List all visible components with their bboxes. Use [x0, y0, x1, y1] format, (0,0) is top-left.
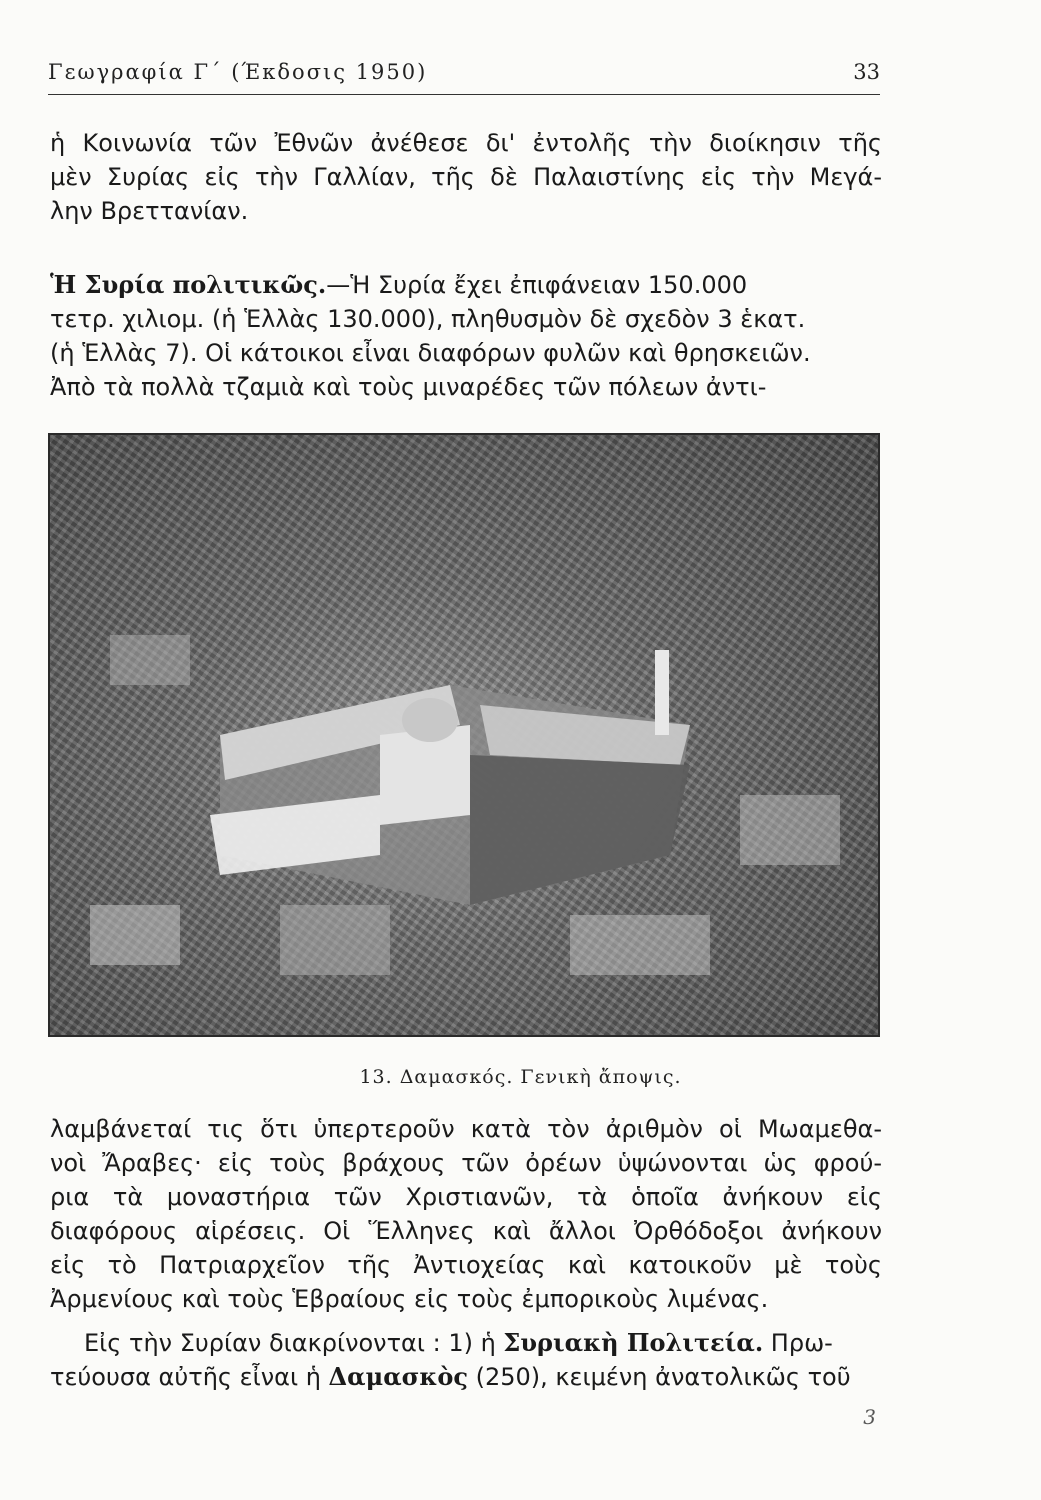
damascus-aerial-photo	[48, 433, 880, 1037]
rooftop	[280, 905, 390, 975]
text-line: ἡ Κοινωνία τῶν Ἐθνῶν ἀνέθεσε δι' ἐντολῆς τὴν διοίκησιν τῆς	[50, 129, 882, 157]
text-line: εἰς τὸ Πατριαρχεῖον τῆς Ἀντιοχείας καὶ κατοικοῦν μὲ τοὺς	[50, 1251, 882, 1279]
running-head: Γεωγραφία Γ΄ (Έκδοσις 1950)	[48, 60, 428, 84]
section-heading: Ἡ Συρία πολιτικῶς.	[50, 270, 327, 299]
text-line	[50, 1360, 882, 1394]
text-line: διαφόρους αἱρέσεις. Οἱ Ἕλληνες καὶ ἄλλοι Ὀρθόδοξοι ἀνήκουν	[50, 1217, 882, 1245]
rooftop	[90, 905, 180, 965]
text-run: Πρω-	[763, 1329, 833, 1357]
text-line: μὲν Συρίας εἰς τὴν Γαλλίαν, τῆς δὲ Παλαιστίνης εἰς τὴν Μεγά-	[50, 163, 882, 191]
header-rule	[48, 94, 880, 95]
bold-term: Συριακὴ Πολιτεία.	[503, 1328, 764, 1357]
rooftop	[110, 635, 190, 685]
text-line	[50, 1326, 882, 1360]
bold-term: Δαμασκὸς	[328, 1362, 468, 1391]
text-line: (ἡ Ἑλλὰς 7). Οἱ κάτοικοι εἶναι διαφόρων φυλῶν καὶ θρησκειῶν.	[50, 339, 811, 367]
text-line: νοὶ Ἄραβες· εἰς τοὺς βράχους τῶν ὀρέων ὑψώνονται ὡς φρού-	[50, 1149, 882, 1177]
text-line: τετρ. χιλιομ. (ἡ Ἑλλὰς 130.000), πληθυσμὸν δὲ σχεδὸν 3 ἑκατ.	[50, 305, 806, 333]
minaret	[655, 650, 669, 735]
rooftop	[570, 915, 710, 975]
paragraph-league-of-nations	[50, 126, 882, 228]
paragraph-syrian-state	[50, 1326, 882, 1394]
photo-illustration	[50, 435, 878, 1035]
dome	[402, 698, 458, 742]
text-line: λην Βρεττανίαν.	[50, 197, 249, 225]
page-header	[48, 60, 880, 96]
paragraph-religions	[50, 1112, 882, 1316]
text-line: λαμβάνεταί τις ὅτι ὑπερτεροῦν κατὰ τὸν ἀριθμὸν οἱ Μωαμεθα-	[50, 1115, 882, 1143]
signature-folio: 3	[863, 1405, 876, 1429]
text-line	[50, 268, 882, 302]
text-run: (250), κειμένη ἀνατολικῶς τοῦ	[467, 1363, 851, 1391]
page-number: 33	[853, 60, 880, 84]
text-run: τεύουσα αὐτῆς εἶναι ἡ	[50, 1363, 329, 1391]
prayer-hall-roof	[470, 755, 690, 905]
text-run: —Ἡ Συρία ἔχει ἐπιφάνειαν 150.000	[326, 271, 748, 299]
paragraph-syria-politically	[50, 268, 882, 404]
text-line: Ἀρμενίους καὶ τοὺς Ἑβραίους εἰς τοὺς ἐμπορικοὺς λιμένας.	[50, 1285, 769, 1313]
text-run: Εἰς τὴν Συρίαν διακρίνονται : 1) ἡ	[84, 1329, 504, 1357]
text-line: ρια τὰ μοναστήρια τῶν Χριστιανῶν, τὰ ὁποῖα ἀνήκουν εἰς	[50, 1183, 882, 1211]
text-line: Ἀπὸ τὰ πολλὰ τζαμιὰ καὶ τοὺς μιναρέδες τῶν πόλεων ἀντι-	[50, 373, 767, 401]
figure-caption: 13. Δαμασκός. Γενικὴ ἄποψις.	[359, 1066, 682, 1088]
rooftop	[740, 795, 840, 865]
